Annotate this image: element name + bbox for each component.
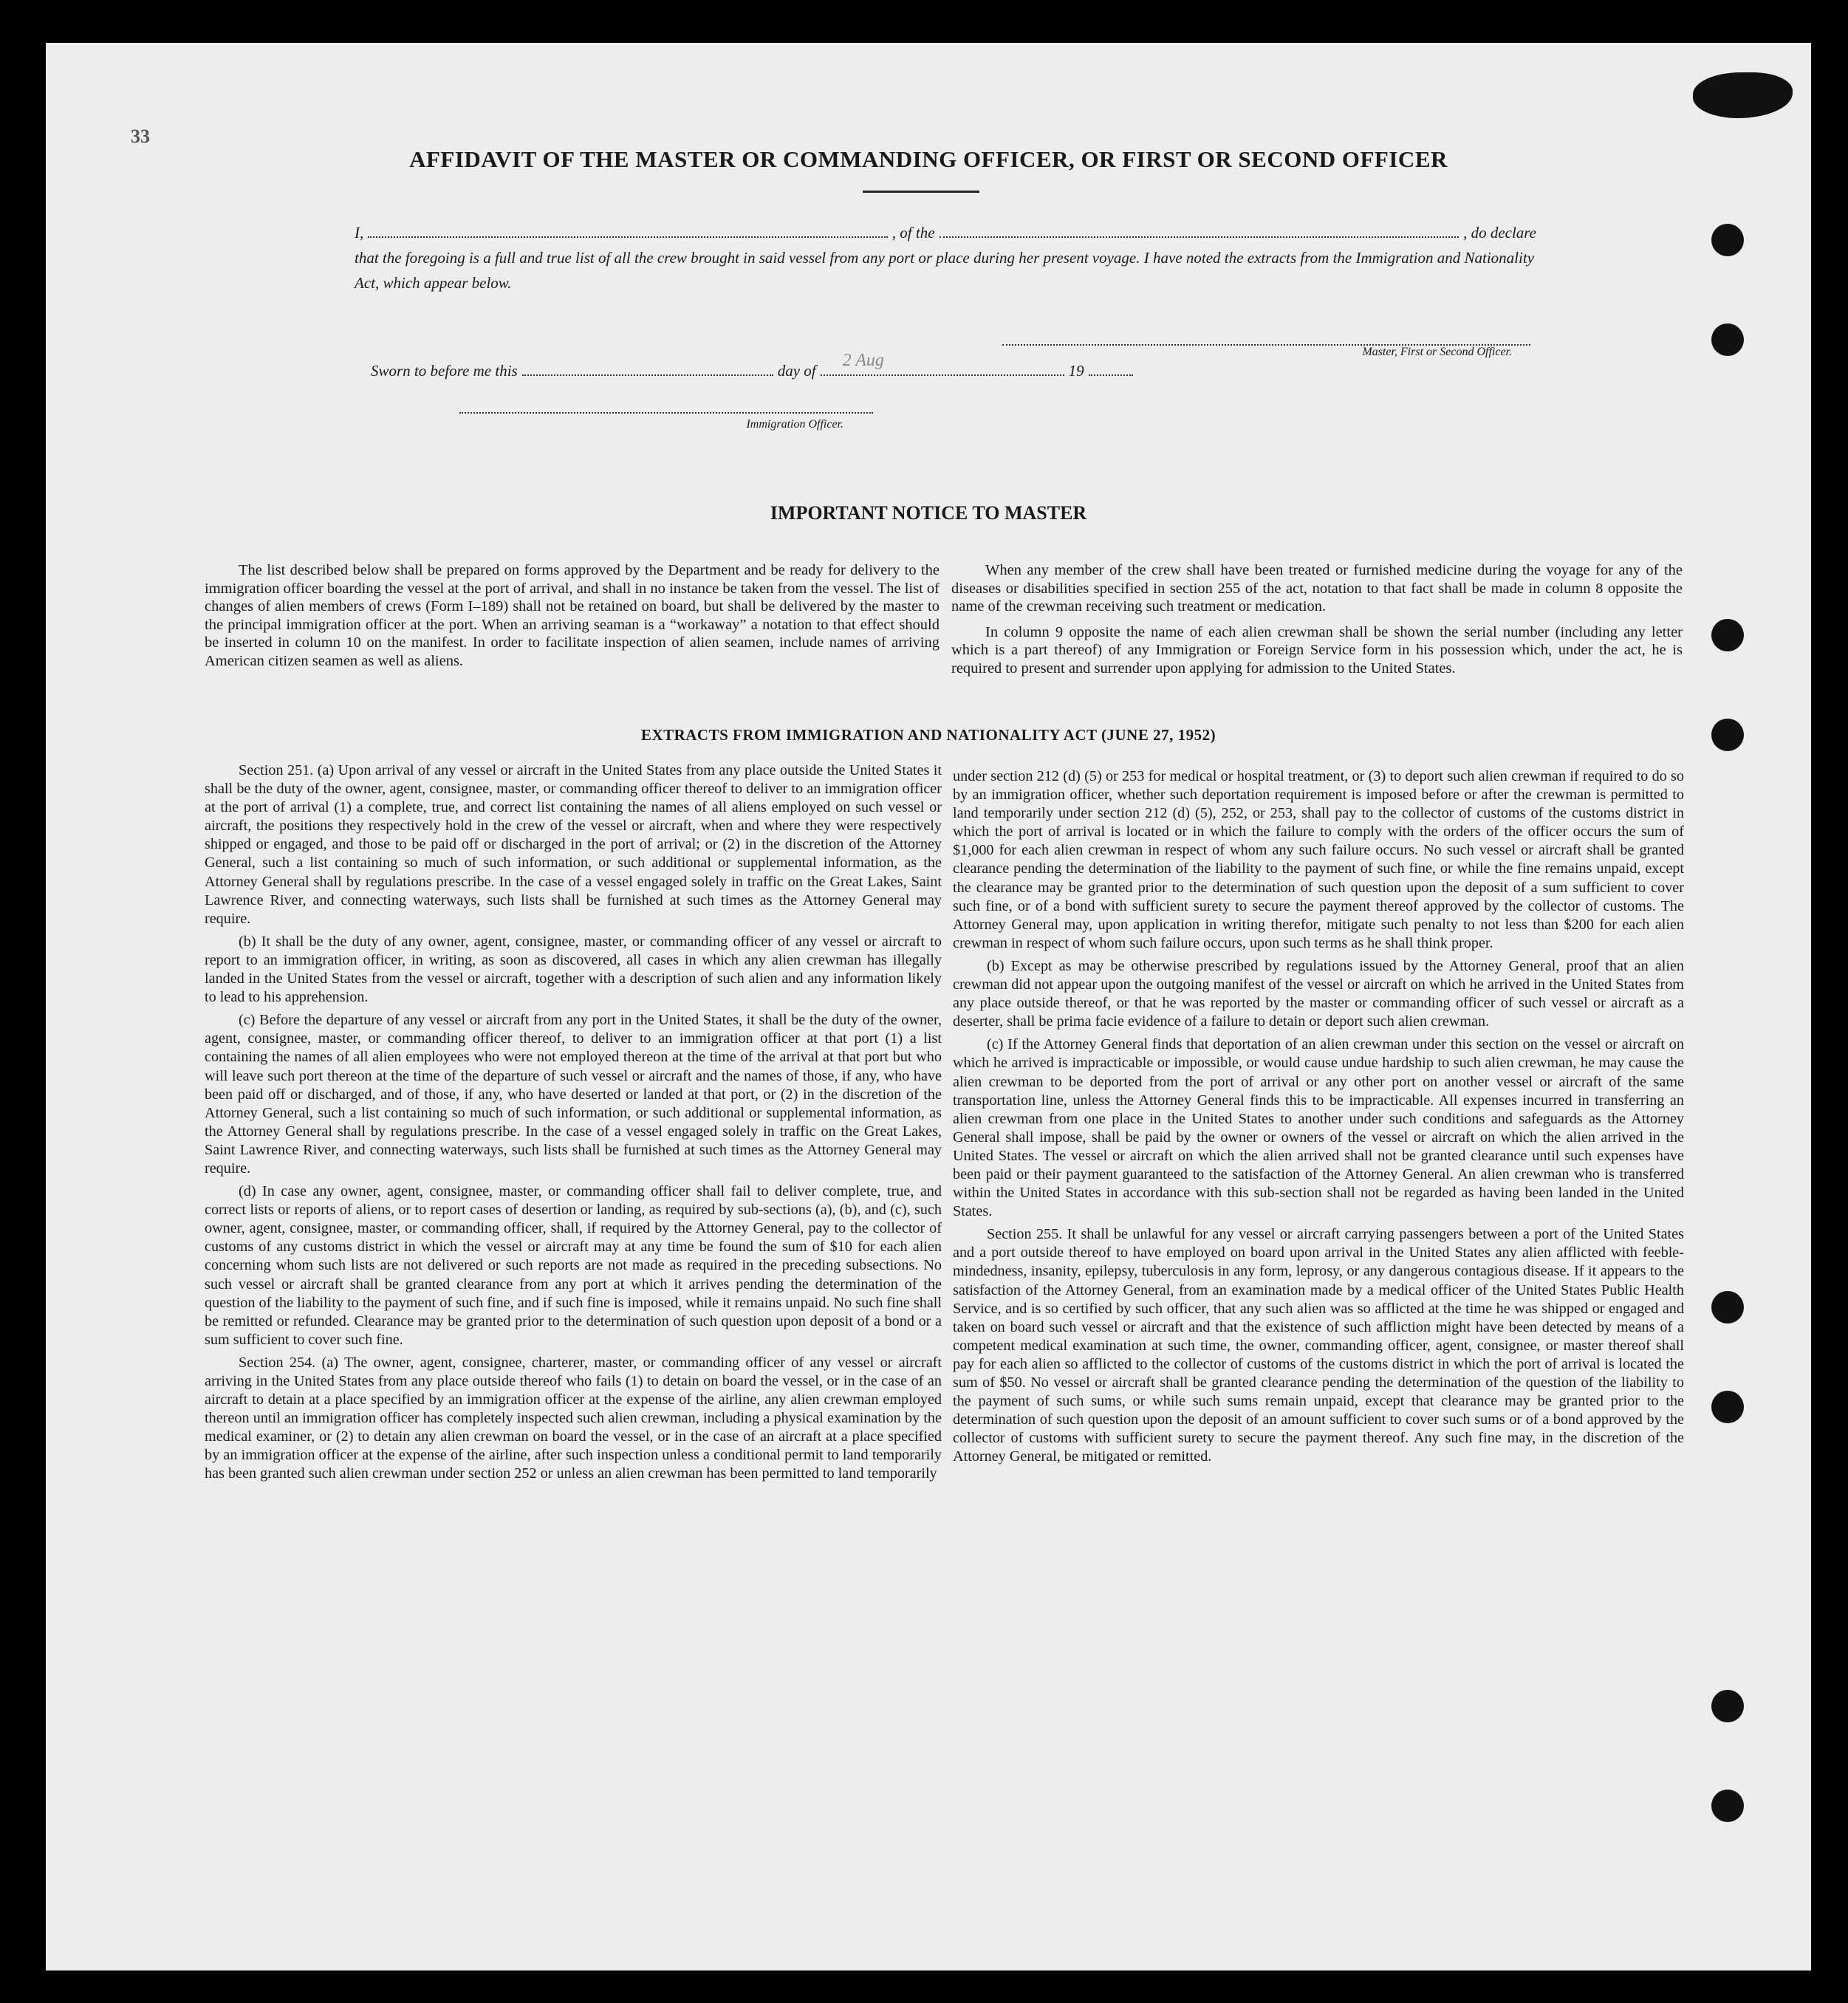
section-254-a-continued: under section 212 (d) (5) or 253 for medical or hospital treatment, or (3) to deport such alien crewman if required to do so by an immigration officer, whether such deportation requirement is imposed before or after the crewman is permitted to land temporarily under section 212 (d) (5), 252, or 253, shall pay to the collector of customs of the customs district in which the port of arrival is located or in which the failure to comply with the orders of the officer occurs the sum of $1,000 for each alien crewman in respect of whom any such failure occurs. No such vessel or aircraft shall be granted clearance pending the determination of the liability to the payment of such fine, or while the fine remains unpaid, except the clearance may be granted prior to the determination of such question upon the deposit of a sum sufficient to cover such fine, or of a bond with sufficient surety to secure the payment thereof approved by the collector of customs. The Attorney General may, upon application in writing therefor, mitigate such penalty to not less than $200 for each alien crewman in respect of whom such failure occurs, upon such terms as he shall think proper.	[953, 768, 1684, 951]
punch-hole	[1711, 323, 1744, 356]
notice-right	[951, 561, 1683, 685]
punch-hole	[1711, 1690, 1744, 1722]
section-254-b: (b) Except as may be otherwise prescribed by regulations issued by the Attorney General, proof that an alien crewman did not appear upon the outgoing manifest of the vessel or aircraft on which he arrived in the United States from any place outside thereof, or that he was reported by the master or commanding officer of such vessel or aircraft as a deserter, shall be prima facie evidence of a failure to detain or deport such alien crewman.	[953, 957, 1684, 1030]
sworn-prefix: Sworn to before me this	[371, 362, 518, 380]
day-of-label: day of	[777, 362, 816, 380]
notice-title: IMPORTANT NOTICE TO MASTER	[770, 502, 1087, 524]
right-column	[953, 767, 1684, 1470]
notice-left-paragraph: The list described below shall be prepared on forms approved by the Department and be ready for delivery to the immigration officer boarding the vessel at the port of arrival, and shall in no instance be taken from the vessel. The list of changes of alien members of crews (Form I–189) shall not be retained on board, but shall be delivered by the master to the principal immigration officer at the port. When an arriving seaman is a “workaway” a notation to that effect should be inserted in column 10 on the manifest. In order to facilitate inspection of alien seamen, include names of arriving American citizen seamen as well as aliens.	[205, 562, 940, 669]
section-254-a: Section 254. (a) The owner, agent, consignee, charterer, master, or commanding officer of any vessel or aircraft arriving in the United States from any place outside thereof who fails (1) to detain on board the vessel, or in the case of an aircraft to detain at a place specified by an immigration officer at the expense of the airline, any alien crewman employed thereon until an immigration officer has completely inspected such alien crewman, including a physical examination by the medical examiner, or (2) to detain any alien crewman on board the vessel, or in the case of an aircraft at a place specified by an immigration officer at the expense of the airline, after such inspection unless a conditional permit to land temporarily has been granted such alien crewman under section 252 or unless an alien crewman has been permitted to land temporarily	[205, 1354, 942, 1482]
notice-right-paragraph-1: When any member of the crew shall have been treated or furnished medicine during the voyage for any of the diseases or disabilities specified in section 255 of the act, notation to that fact shall be made in column 8 opposite the name of the crewman receiving such treatment or medication.	[951, 562, 1683, 615]
extracts-title: EXTRACTS FROM IMMIGRATION AND NATIONALITY ACT (JUNE 27, 1952)	[640, 726, 1216, 744]
sworn-year-blank[interactable]	[1089, 364, 1133, 376]
sworn-line	[371, 351, 1331, 380]
handwritten-date: 2 Aug	[842, 351, 884, 370]
section-251-d: (d) In case any owner, agent, consignee, master, or commanding officer shall fail to deliver complete, true, and correct lists or reports of aliens, or to report cases of desertion or landing, as required by sub-sections (a), (b), and (c), such owner, agent, consignee, master, or commanding officer, shall, if required by the Attorney General, pay to the collector of customs of any customs district in which the vessel or aircraft may at any time be found the sum of $10 for each alien concerning whom such lists are not delivered or such reports are not made as required in the preceding subsections. No such vessel or aircraft shall be granted clearance from any port at which it arrives pending the determination of the question of the liability to the payment of such fine, and if such fine is imposed, while it remains unpaid. No such fine shall be remitted or refunded. Clearance may be granted prior to the determination of such question upon deposit of a bond or a sum sufficient to cover such fine.	[205, 1183, 942, 1348]
section-251-b: (b) It shall be the duty of any owner, agent, consignee, master, or commanding officer of any vessel or aircraft to report to an immigration officer, in writing, as soon as discovered, all cases in which any alien crewman has illegally landed in the United States from the vessel or aircraft, together with a description of such alien and any information likely to lead to his apprehension.	[205, 933, 942, 1006]
ink-blot	[1693, 72, 1793, 118]
declaration-text: that the foregoing is a full and true list of all the crew brought in said vessel from any port or place during her present voyage. I have noted the extracts from the Immigration and Nationality Act, which appear below.	[355, 249, 1534, 292]
of-the-label: , of the	[892, 224, 935, 242]
section-251-c: (c) Before the departure of any vessel or aircraft from any port in the United States, it shall be the duty of the owner, agent, consignee, master, or commanding officer thereof, to deliver to an immigration officer at that port (1) a list containing the names of all alien employees who were not employed thereon at the time of the arrival at that port but who will leave such port thereon at the time of the departure of such vessel or aircraft and the names of those, if any, who have been paid off or discharged, and of those, if any, who have deserted or landed at that port, or (2) in the discretion of the Attorney General, such a list containing so much of such information, or such additional or supplemental information, as the Attorney General shall by regulations prescribe. In the case of a vessel engaged solely in traffic on the Great Lakes, Saint Lawrence River, and connecting waterways, such lists shall be furnished at such times as the Attorney General may require.	[205, 1012, 942, 1177]
do-declare-label: , do declare	[1463, 224, 1537, 242]
section-251-a: Section 251. (a) Upon arrival of any vessel or aircraft in the United States from any place outside the United States it shall be the duty of the owner, agent, consignee, master, or commanding officer thereof to deliver to an immigration officer at the port of arrival (1) a complete, true, and correct list containing the names of all aliens employed on such vessel or aircraft, the positions they respectively hold in the crew of the vessel or aircraft, when and where they were respectively shipped or engaged, and those to be paid off or discharged in the port of arrival; or (2) in the discretion of the Attorney General, such a list containing so much of such information, or such additional or supplemental information, as the Attorney General shall by regulations prescribe. In the case of a vessel engaged solely in traffic on the Great Lakes, Saint Lawrence River, and connecting waterways, such lists shall be furnished at such times as the Attorney General may require.	[205, 762, 942, 927]
declaration	[355, 220, 1536, 295]
immigration-officer-label: Immigration Officer.	[746, 418, 843, 431]
punch-hole	[1711, 1391, 1744, 1423]
notice-left	[205, 561, 940, 678]
sworn-day-blank[interactable]	[522, 364, 773, 376]
punch-hole	[1711, 619, 1744, 651]
name-blank[interactable]	[368, 226, 888, 238]
affidavit-title: AFFIDAVIT OF THE MASTER OR COMMANDING OFFICER, OR FIRST OR SECOND OFFICER	[409, 146, 1448, 172]
year-prefix: 19	[1068, 362, 1084, 380]
left-column	[205, 761, 942, 1488]
section-254-c: (c) If the Attorney General finds that deportation of an alien crewman under this section on the vessel or aircraft on which he arrived is impracticable or impossible, or would cause undue hardship to such alien crewman, he may cause the alien crewman to be deported from the port of arrival or any other port on another vessel or aircraft of the same transportation line, unless the Attorney General finds this to be impracticable. All expenses incurred in transferring an alien crewman from one place in the United States to another under such conditions and safeguards as the Attorney General shall impose, shall be paid by the owner or owners of the vessel or aircraft on which the alien arrived in the United States. The vessel or aircraft on which the alien arrived shall not be granted clearance until such expenses have been paid or their payment guaranteed to the satisfaction of the Attorney General. An alien crewman who is transferred within the United States in accordance with this sub-section shall not be regarded as having been landed in the United States.	[953, 1036, 1684, 1220]
punch-hole	[1711, 1291, 1744, 1324]
sworn-month-blank[interactable]	[821, 351, 1064, 376]
immigration-officer-line[interactable]	[459, 412, 873, 414]
master-signature-label: Master, First or Second Officer.	[1362, 346, 1512, 358]
notice-right-paragraph-2: In column 9 opposite the name of each alien crewman shall be shown the serial number (including any letter which is a part thereof) of any Immigration or Foreign Service form in his possession which, under the act, he is required to present and surrender upon applying for admission to the United States.	[951, 623, 1683, 677]
punch-hole	[1711, 224, 1744, 256]
title-rule	[863, 191, 979, 193]
i-label: I,	[355, 224, 364, 242]
vessel-blank[interactable]	[940, 226, 1459, 238]
page-mark: 33	[131, 126, 150, 147]
document-page	[46, 43, 1811, 1971]
punch-hole	[1711, 1790, 1744, 1822]
section-255: Section 255. It shall be unlawful for any vessel or aircraft carrying passengers between a port of the United States and a port outside thereof to have employed on board upon arrival in the United States any alien afflicted with feeble-mindedness, insanity, epilepsy, tuberculosis in any form, leprosy, or any dangerous contagious disease. If it appears to the satisfaction of the Attorney General, from an examination made by a medical officer of the United States Public Health Service, and is so certified by such officer, that any such alien was so afflicted at the time he was shipped or engaged and taken on board such vessel or aircraft and that the existence of such affliction might have been detected by means of a competent medical examination at such time, the owner, commanding officer, agent, consignee, or master thereof shall pay for each alien so afflicted to the collector of customs of the customs district in which the port of arrival is located the sum of $50. No vessel or aircraft shall be granted clearance pending the determination of the question of the liability to the payment of such sums, or while such sums remain unpaid, except that clearance may be granted prior to the determination of such question upon the deposit of an amount sufficient to cover such sums or of a bond approved by the collector of customs with sufficient surety to secure the payment thereof. Any such fine may, in the discretion of the Attorney General, be mitigated or remitted.	[953, 1226, 1684, 1465]
